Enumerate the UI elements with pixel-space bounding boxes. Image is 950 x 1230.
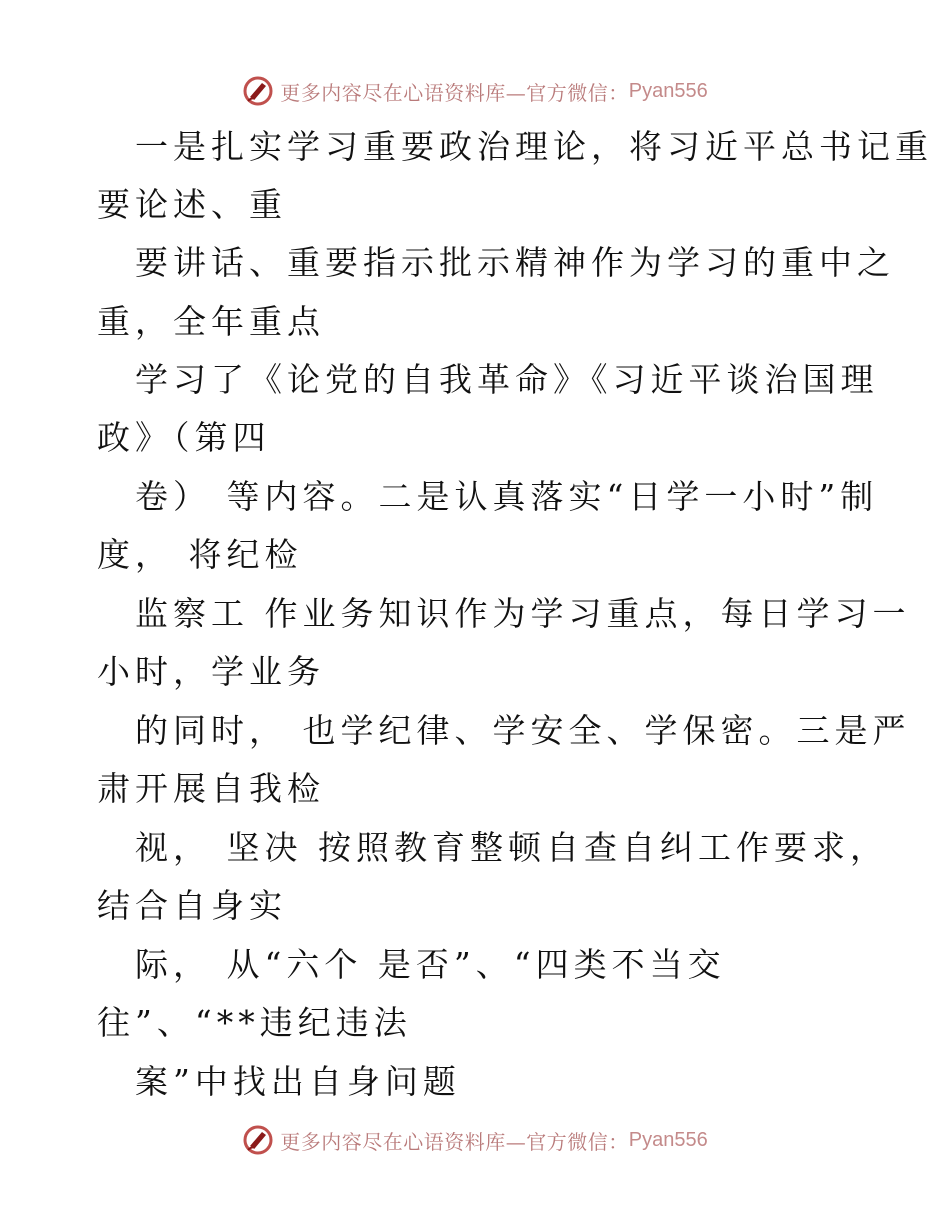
text-line: 政》（第四 <box>97 418 271 457</box>
text-line: 学习了《论党的自我革命》《习近平谈治国理 <box>135 360 879 399</box>
text-line: 肃开展自我检 <box>97 769 325 808</box>
text-line: 一是扎实学习重要政治理论，将习近平总书记重 <box>135 127 933 166</box>
footer-watermark <box>0 1120 950 1160</box>
brush-logo-icon <box>242 1124 274 1156</box>
watermark-text: 更多内容尽在心语资料库—官方微信： <box>280 1129 629 1154</box>
text-line: 要讲话、重要指示批示精神作为学习的重中之 <box>135 243 895 282</box>
brush-logo-icon <box>242 75 274 107</box>
text-line: 案”中找出自身问题 <box>135 1062 461 1101</box>
text-line: 视， 坚决 按照教育整顿自查自纠工作要求， <box>135 828 888 867</box>
text-line: 小时，学业务 <box>97 652 325 691</box>
text-line: 监察工 作业务知识作为学习重点，每日学习一 <box>135 594 911 633</box>
header-watermark <box>0 71 950 111</box>
text-line: 际， 从“六个 是否”、“四类不当交 <box>135 945 726 984</box>
text-line: 的同时， 也学纪律、学安全、学保密。三是严 <box>135 711 911 750</box>
text-line: 卷） 等内容。二是认真落实“日学一小时”制 <box>135 477 879 516</box>
text-line: 重，全年重点 <box>97 302 325 341</box>
watermark-handle: Pyan556 <box>628 1128 708 1151</box>
text-line: 结合自身实 <box>97 886 287 925</box>
text-line: 度， 将纪检 <box>97 535 303 574</box>
watermark-handle: Pyan556 <box>628 79 708 102</box>
text-line: 往”、“**违纪违法 <box>97 1003 412 1042</box>
text-line: 要论述、重 <box>97 185 287 224</box>
watermark-text: 更多内容尽在心语资料库—官方微信： <box>280 80 629 105</box>
